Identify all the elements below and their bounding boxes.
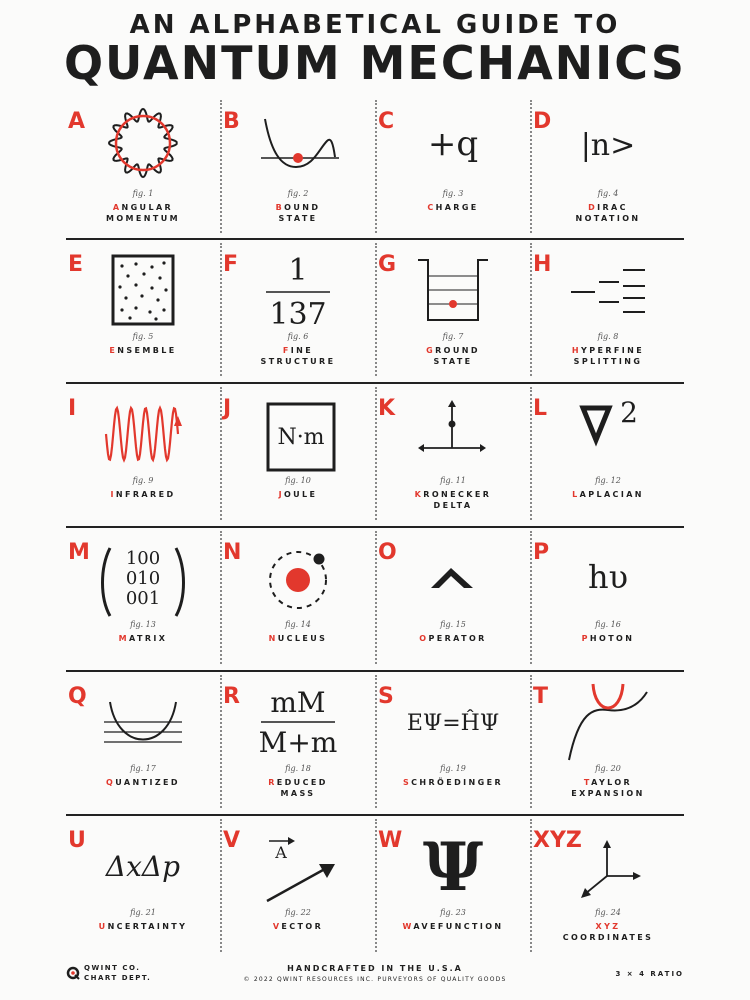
row-divider <box>66 526 684 528</box>
fig-caption: fig. 24 <box>595 908 621 917</box>
fig-caption: fig. 7 <box>442 332 464 341</box>
term-name: GROUND STATE <box>426 346 480 366</box>
cell-r <box>221 672 375 815</box>
column-divider <box>220 100 222 233</box>
row-divider <box>66 238 684 240</box>
fig-caption: fig. 16 <box>595 620 621 629</box>
cell-letter: O <box>378 540 397 565</box>
cell-k <box>376 384 530 527</box>
svg-text:+q: +q <box>427 124 479 164</box>
svg-text:|n>: |n> <box>580 128 636 163</box>
column-divider <box>220 531 222 664</box>
hyperfine-splitting-icon <box>531 240 685 336</box>
term-name: QUANTIZED <box>106 778 180 787</box>
cell-letter: R <box>223 684 240 709</box>
row-divider <box>66 814 684 816</box>
svg-text:100: 100 <box>125 548 161 569</box>
cell-letter: F <box>223 252 239 277</box>
nucleus-icon <box>221 528 375 624</box>
term-name: TAYLOR EXPANSION <box>571 778 645 798</box>
cell-letter: T <box>533 684 549 709</box>
column-divider <box>220 243 222 376</box>
term-name: ENSEMBLE <box>109 346 177 355</box>
cell-g <box>376 240 530 383</box>
reduced-mass-icon <box>221 672 375 768</box>
cell-c <box>376 97 530 240</box>
copyright-line: © 2022 QWINT RESOURCES INC. PURVEYORS OF QUALITY GOODS <box>243 976 507 983</box>
fig-caption: fig. 1 <box>132 189 154 198</box>
vector-icon <box>221 816 375 912</box>
fig-caption: fig. 17 <box>130 764 156 773</box>
ensemble-icon <box>66 240 220 336</box>
taylor-expansion-icon <box>531 672 685 768</box>
cell-letter: H <box>533 252 552 277</box>
term-name: SCHRÖEDINGER <box>402 778 504 787</box>
term-name: BOUND STATE <box>275 203 321 223</box>
svg-text:Ψ: Ψ <box>422 828 484 906</box>
cell-l <box>531 384 685 527</box>
cell-d <box>531 97 685 240</box>
fig-caption: fig. 8 <box>597 332 619 341</box>
cell-letter: N <box>223 540 242 565</box>
fig-caption: fig. 15 <box>440 620 466 629</box>
row-divider <box>66 670 684 672</box>
cell-letter: B <box>223 109 240 134</box>
angular-momentum-icon <box>66 97 220 193</box>
column-divider <box>530 531 532 664</box>
svg-text:137: 137 <box>269 297 327 332</box>
cell-n <box>221 528 375 671</box>
cell-letter: XYZ <box>533 828 582 853</box>
cell-letter: U <box>68 828 86 853</box>
fig-caption: fig. 20 <box>595 764 621 773</box>
svg-text:N·m: N·m <box>277 425 325 450</box>
cell-letter: A <box>68 109 86 134</box>
fig-caption: fig. 19 <box>440 764 466 773</box>
charge-icon <box>376 97 530 193</box>
bound-state-icon <box>221 97 375 193</box>
schroedinger-icon <box>376 672 530 768</box>
column-divider <box>530 243 532 376</box>
cell-xyz <box>531 816 685 959</box>
fig-caption: fig. 13 <box>130 620 156 629</box>
cell-e <box>66 240 220 383</box>
svg-text:A: A <box>275 843 287 862</box>
cell-letter: G <box>378 252 397 277</box>
cell-letter: I <box>68 396 77 421</box>
cell-letter: W <box>378 828 403 853</box>
poster-title-line2: QUANTUM MECHANICS <box>63 36 687 90</box>
cell-letter: C <box>378 109 395 134</box>
cell-letter: V <box>223 828 241 853</box>
cell-q <box>66 672 220 815</box>
joule-icon <box>221 384 375 480</box>
cell-letter: Q <box>68 684 87 709</box>
cell-b <box>221 97 375 240</box>
svg-text:M+m: M+m <box>258 726 338 759</box>
fig-caption: fig. 5 <box>132 332 154 341</box>
svg-text:hυ: hυ <box>587 558 629 596</box>
cell-letter: M <box>68 540 90 565</box>
svg-text:ΔxΔp: ΔxΔp <box>105 850 181 883</box>
fine-structure-icon <box>221 240 375 336</box>
column-divider <box>375 100 377 233</box>
term-name: REDUCED MASS <box>268 778 328 798</box>
column-divider <box>530 387 532 520</box>
kronecker-delta-icon <box>376 384 530 480</box>
cell-w <box>376 816 530 959</box>
fig-caption: fig. 11 <box>440 476 466 485</box>
svg-text:2: 2 <box>620 396 638 429</box>
term-name: KRONECKER DELTA <box>414 490 492 510</box>
term-name: JOULE <box>278 490 318 499</box>
cell-t <box>531 672 685 815</box>
column-divider <box>375 243 377 376</box>
fig-caption: fig. 9 <box>132 476 154 485</box>
cell-o <box>376 528 530 671</box>
cell-a <box>66 97 220 240</box>
poster-title-line1: AN ALPHABETICAL GUIDE TO <box>129 10 621 40</box>
column-divider <box>375 819 377 952</box>
cell-letter: E <box>68 252 84 277</box>
fig-caption: fig. 21 <box>130 908 156 917</box>
dirac-notation-icon <box>531 97 685 193</box>
cell-letter: J <box>223 396 232 421</box>
photon-icon <box>531 528 685 624</box>
term-name: NUCLEUS <box>268 634 328 643</box>
svg-text:010: 010 <box>125 568 161 589</box>
svg-text:001: 001 <box>125 588 161 609</box>
operator-hat-icon <box>376 528 530 624</box>
fig-caption: fig. 3 <box>442 189 464 198</box>
svg-text:EΨ=ĤΨ: EΨ=ĤΨ <box>406 711 500 736</box>
cell-h <box>531 240 685 383</box>
row-divider <box>66 382 684 384</box>
quantized-icon <box>66 672 220 768</box>
fig-caption: fig. 12 <box>595 476 621 485</box>
column-divider <box>375 387 377 520</box>
term-name: WAVEFUNCTION <box>402 922 504 931</box>
term-name: ANGULAR MOMENTUM <box>106 203 180 223</box>
cell-letter: K <box>378 396 396 421</box>
svg-text:mM: mM <box>270 686 326 719</box>
fig-caption: fig. 6 <box>287 332 309 341</box>
ground-state-icon <box>376 240 530 336</box>
term-name: HYPERFINE SPLITTING <box>571 346 645 366</box>
column-divider <box>220 387 222 520</box>
term-name: VECTOR <box>272 922 324 931</box>
term-name: CHARGE <box>427 203 479 212</box>
cell-i <box>66 384 220 527</box>
svg-text:1: 1 <box>288 253 308 288</box>
column-divider <box>530 819 532 952</box>
wavefunction-icon <box>376 816 530 912</box>
fig-caption: fig. 23 <box>440 908 466 917</box>
matrix-icon <box>66 528 220 624</box>
laplacian-icon <box>531 384 685 480</box>
term-name: OPERATOR <box>419 634 487 643</box>
term-name: XYZ COORDINATES <box>562 922 654 942</box>
cell-letter: S <box>378 684 394 709</box>
brand-line2: CHART DEPT. <box>84 974 152 982</box>
fig-caption: fig. 14 <box>285 620 311 629</box>
column-divider <box>530 100 532 233</box>
cell-m <box>66 528 220 671</box>
infrared-wave-icon <box>66 384 220 480</box>
term-name: FINE STRUCTURE <box>260 346 336 366</box>
brand-line1: QWINT CO. <box>84 964 141 972</box>
cell-p <box>531 528 685 671</box>
cell-j <box>221 384 375 527</box>
column-divider <box>375 675 377 808</box>
cell-s <box>376 672 530 815</box>
term-name: PHOTON <box>581 634 635 643</box>
fig-caption: fig. 22 <box>285 908 311 917</box>
fig-caption: fig. 18 <box>285 764 311 773</box>
cell-f <box>221 240 375 383</box>
column-divider <box>375 531 377 664</box>
uncertainty-icon <box>66 816 220 912</box>
term-name: INFRARED <box>110 490 176 499</box>
column-divider <box>220 675 222 808</box>
cell-letter: L <box>533 396 548 421</box>
fig-caption: fig. 2 <box>287 189 309 198</box>
term-name: LAPLACIAN <box>572 490 644 499</box>
cell-v <box>221 816 375 959</box>
cell-letter: P <box>533 540 550 565</box>
column-divider <box>220 819 222 952</box>
term-name: MATRIX <box>118 634 168 643</box>
cell-letter: D <box>533 109 552 134</box>
handcrafted-line: HANDCRAFTED IN THE U.S.A <box>287 964 463 973</box>
xyz-coordinates-icon <box>531 816 685 912</box>
fig-caption: fig. 4 <box>597 189 619 198</box>
cell-u <box>66 816 220 959</box>
column-divider <box>530 675 532 808</box>
term-name: DIRAC NOTATION <box>575 203 641 223</box>
fig-caption: fig. 10 <box>285 476 311 485</box>
term-name: UNCERTAINTY <box>98 922 188 931</box>
aspect-ratio-label: 3 × 4 RATIO <box>615 970 684 978</box>
